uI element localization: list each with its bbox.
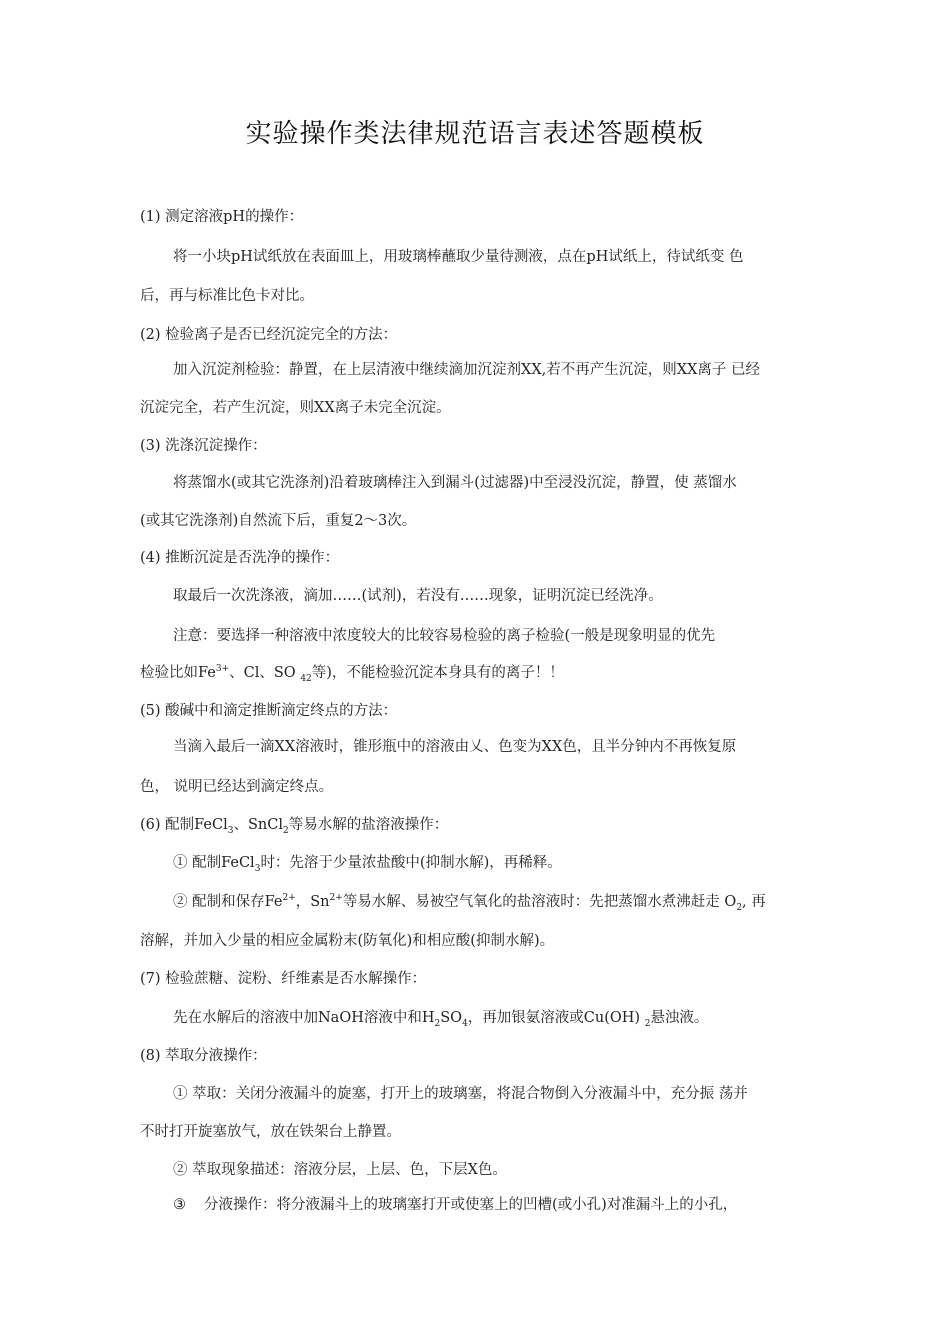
section-5-text-line-1: 当滴入最后一滴XX溶液时，锥形瓶中的溶液由乂、色变为XX色，且半分钟内不再恢复原 xyxy=(173,739,737,755)
section-8-heading: (8) 萃取分液操作： xyxy=(140,1048,267,1064)
section-2-heading: (2) 检验离子是否已经沉淀完全的方法： xyxy=(140,327,398,343)
section-4-text-line-1: 取最后一次洗涤液，滴加……(试剂)，若没有……现象，证明沉淀已经洗净。 xyxy=(173,588,663,604)
section-5-text-line-2: 色， 说明已经达到滴定终点。 xyxy=(140,779,334,795)
section-1-text-line-1: 将一小块pH试纸放在表面皿上，用玻璃棒蘸取少量待测液，点在pH试纸上，待试纸变 色 xyxy=(173,249,744,265)
section-7-text-line-1: 先在水解后的溶液中加NaOH溶液中和$H_2SO_4$，再加银氨溶液或Cu(OH) $_2$悬浊液。 xyxy=(173,1010,709,1029)
section-2-text-line-1: 加入沉淀剂检验：静置，在上层清液中继续滴加沉淀剂XX,若不再产生沉淀，则XX离子 已经 xyxy=(173,362,761,378)
section-3-text-line-1: 将蒸馏水(或其它洗涤剂)沿着玻璃棒注入到漏斗(过滤器)中至浸没沉淀，静置，使 蒸馏水 xyxy=(173,475,737,491)
section-1-text-line-2: 后，再与标准比色卡对比。 xyxy=(140,288,314,304)
section-2-text-line-2: 沉淀完全，若产生沉淀，则XX离子未完全沉淀。 xyxy=(140,400,451,416)
section-3-heading: (3) 洗涤沉淀操作： xyxy=(140,438,267,454)
section-7-heading: (7) 检验蔗糖、淀粉、纤维素是否水解操作： xyxy=(140,971,427,987)
section-8-item-1-line-2: 不时打开旋塞放气，放在铁架台上静置。 xyxy=(140,1124,401,1140)
section-1-heading: (1) 测定溶液pH的操作： xyxy=(140,209,304,225)
section-8-item-3: ③ 分液操作：将分液漏斗上的玻璃塞打开或使塞上的凹槽(或小孔)对准漏斗上的小孔， xyxy=(173,1197,738,1213)
section-6-item-2-line-1: ② 配制和保存$Fe^{2+}$，$Sn^{2+}$等易水解、易被空气氧化的盐溶液时：先把蒸馏水煮沸赶走 $O_2$, 再 xyxy=(173,893,766,913)
section-6-item-1: ① 配制FeCl$_3$时：先溶于少量浓盐酸中(抑制水解)，再稀释。 xyxy=(173,855,562,874)
section-6-item-2-line-2: 溶解，并加入少量的相应金属粉末(防氧化)和相应酸(抑制水解)。 xyxy=(140,933,555,949)
section-4-note-line-2: 检验比如$Fe^{3+}$、Cl、SO $_{42}$等)，不能检验沉淀本身具有的离子！！ xyxy=(140,664,564,684)
section-4-note-line-1: 注意：要选择一种溶液中浓度较大的比较容易检验的离子检验(一般是现象明显的优先 xyxy=(173,628,716,644)
section-5-heading: (5) 酸碱中和滴定推断滴定终点的方法： xyxy=(140,703,398,719)
page-title: 实验操作类法律规范语言表述答题模板 xyxy=(245,119,705,149)
section-4-heading: (4) 推断沉淀是否洗净的操作： xyxy=(140,550,340,566)
section-6-heading: (6) 配制FeCl$_3$、SnCl$_2$等易水解的盐溶液操作： xyxy=(140,817,449,836)
section-3-text-line-2: (或其它洗涤剂)自然流下后，重复2〜3次。 xyxy=(140,513,417,529)
section-8-item-1-line-1: ① 萃取：关闭分液漏斗的旋塞，打开上的玻璃塞，将混合物倒入分液漏斗中，充分振 荡并 xyxy=(173,1086,748,1102)
section-8-item-2: ② 萃取现象描述：溶液分层，上层、色，下层X色。 xyxy=(173,1162,507,1178)
